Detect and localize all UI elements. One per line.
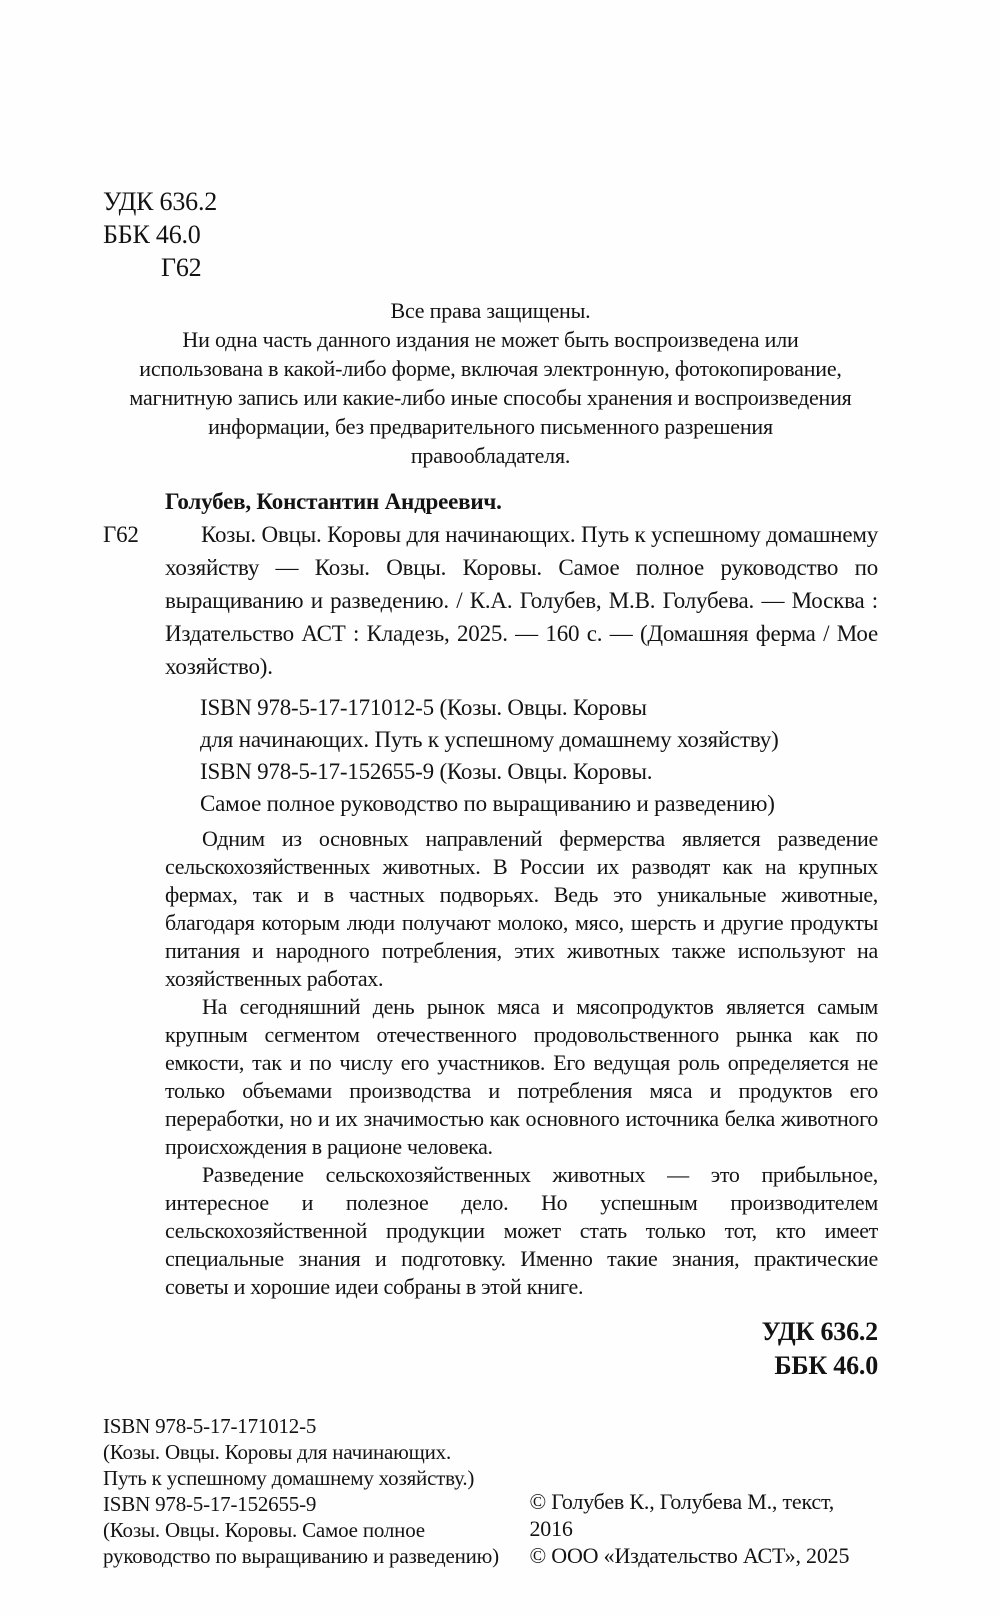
isbn-block [200, 692, 878, 820]
footer-isbn-line: (Козы. Овцы. Коровы. Самое полное [103, 1518, 425, 1542]
footer-isbn-line: (Козы. Овцы. Коровы для начинающих. [103, 1440, 452, 1464]
top-classification-codes [103, 185, 878, 284]
annotation-paragraph: Разведение сельскохозяйственных животных — это прибыльное, интересное и полезное дело. Но успешным производителем сельскохозяйственной продукции может стать только тот, кто имеет специальные знания и подготовку. Именно такие знания, практические советы и хорошие идеи собраны в этой книге. [165, 1162, 878, 1299]
author-heading: Голубев, Константин Андреевич. [165, 489, 502, 514]
footer-isbn-line: руководство по выращиванию и разведению) [103, 1544, 499, 1568]
copyright-line: © ООО «Издательство АСТ», 2025 [529, 1543, 850, 1568]
rights-notice-title: Все права защищены. [390, 298, 591, 323]
rights-notice [103, 296, 878, 470]
annotation [165, 825, 878, 1301]
copyright-line: © Голубев К., Голубева М., текст, 2016 [529, 1489, 835, 1541]
footer [103, 1413, 878, 1569]
udk-code: УДК 636.2 [103, 187, 218, 216]
footer-isbn-line: Путь к успешному домашнему хозяйству.) [103, 1466, 475, 1490]
catalog-entry-text: Козы. Овцы. Коровы для начинающих. Путь к успешному домашнему хозяйству — Козы. Овцы. Коровы. Самое полное руководство по выращиванию и разведению. / К.А. Голубев, М.В. Голубева. — Москва : Издательство АСТ : Кладезь, 2025. — 160 с. — (Домашняя ферма / Мое хозяйство). [165, 522, 878, 679]
annotation-paragraph: Одним из основных направлений фермерства является разведение сельскохозяйственных животных. В России их разводят как на крупных фермах, так и в частных подворьях. Ведь это уникальные животные, благодаря которым люди получают молоко, мясо, шерсть и другие продукты питания и народного потребления, этих животных также используют на хозяйственных работах. [165, 826, 878, 991]
footer-isbn-block [103, 1413, 529, 1569]
catalog-entry-code: Г62 [103, 522, 139, 547]
bottom-udk-code: УДК 636.2 [761, 1317, 878, 1346]
bottom-classification-codes [103, 1315, 878, 1383]
rights-notice-text: Ни одна часть данного издания не может быть воспроизведена или использована в какой-либо форме, включая электронную, фотокопирование, магнитную запись или какие-либо иные способы хранения и воспроизведения информации, без предварительного письменного разрешения правообладателя. [129, 327, 852, 468]
footer-copyright-block [529, 1488, 878, 1569]
isbn-line: ISBN 978-5-17-171012-5 (Козы. Овцы. Коровы [200, 695, 647, 720]
isbn-line: для начинающих. Путь к успешному домашнему хозяйству) [200, 727, 779, 752]
annotation-paragraph: На сегодняшний день рынок мяса и мясопродуктов является самым крупным сегментом отечественного продовольственного рынка как по емкости, так и по числу его участников. Его ведущая роль определяется не только объемами производства и потребления мяса и продуктов его переработки, но и их значимостью как основного источника белка животного происхождения в рационе человека. [165, 994, 878, 1159]
catalog-entry [103, 518, 878, 683]
footer-isbn-line: ISBN 978-5-17-171012-5 [103, 1414, 317, 1438]
bottom-bbk-code: ББК 46.0 [774, 1351, 878, 1380]
bbk-code: ББК 46.0 [103, 220, 201, 249]
isbn-line: ISBN 978-5-17-152655-9 (Козы. Овцы. Коровы. [200, 759, 653, 784]
isbn-line: Самое полное руководство по выращиванию и разведению) [200, 791, 775, 816]
author-sign-code: Г62 [161, 253, 202, 282]
footer-isbn-line: ISBN 978-5-17-152655-9 [103, 1492, 317, 1516]
